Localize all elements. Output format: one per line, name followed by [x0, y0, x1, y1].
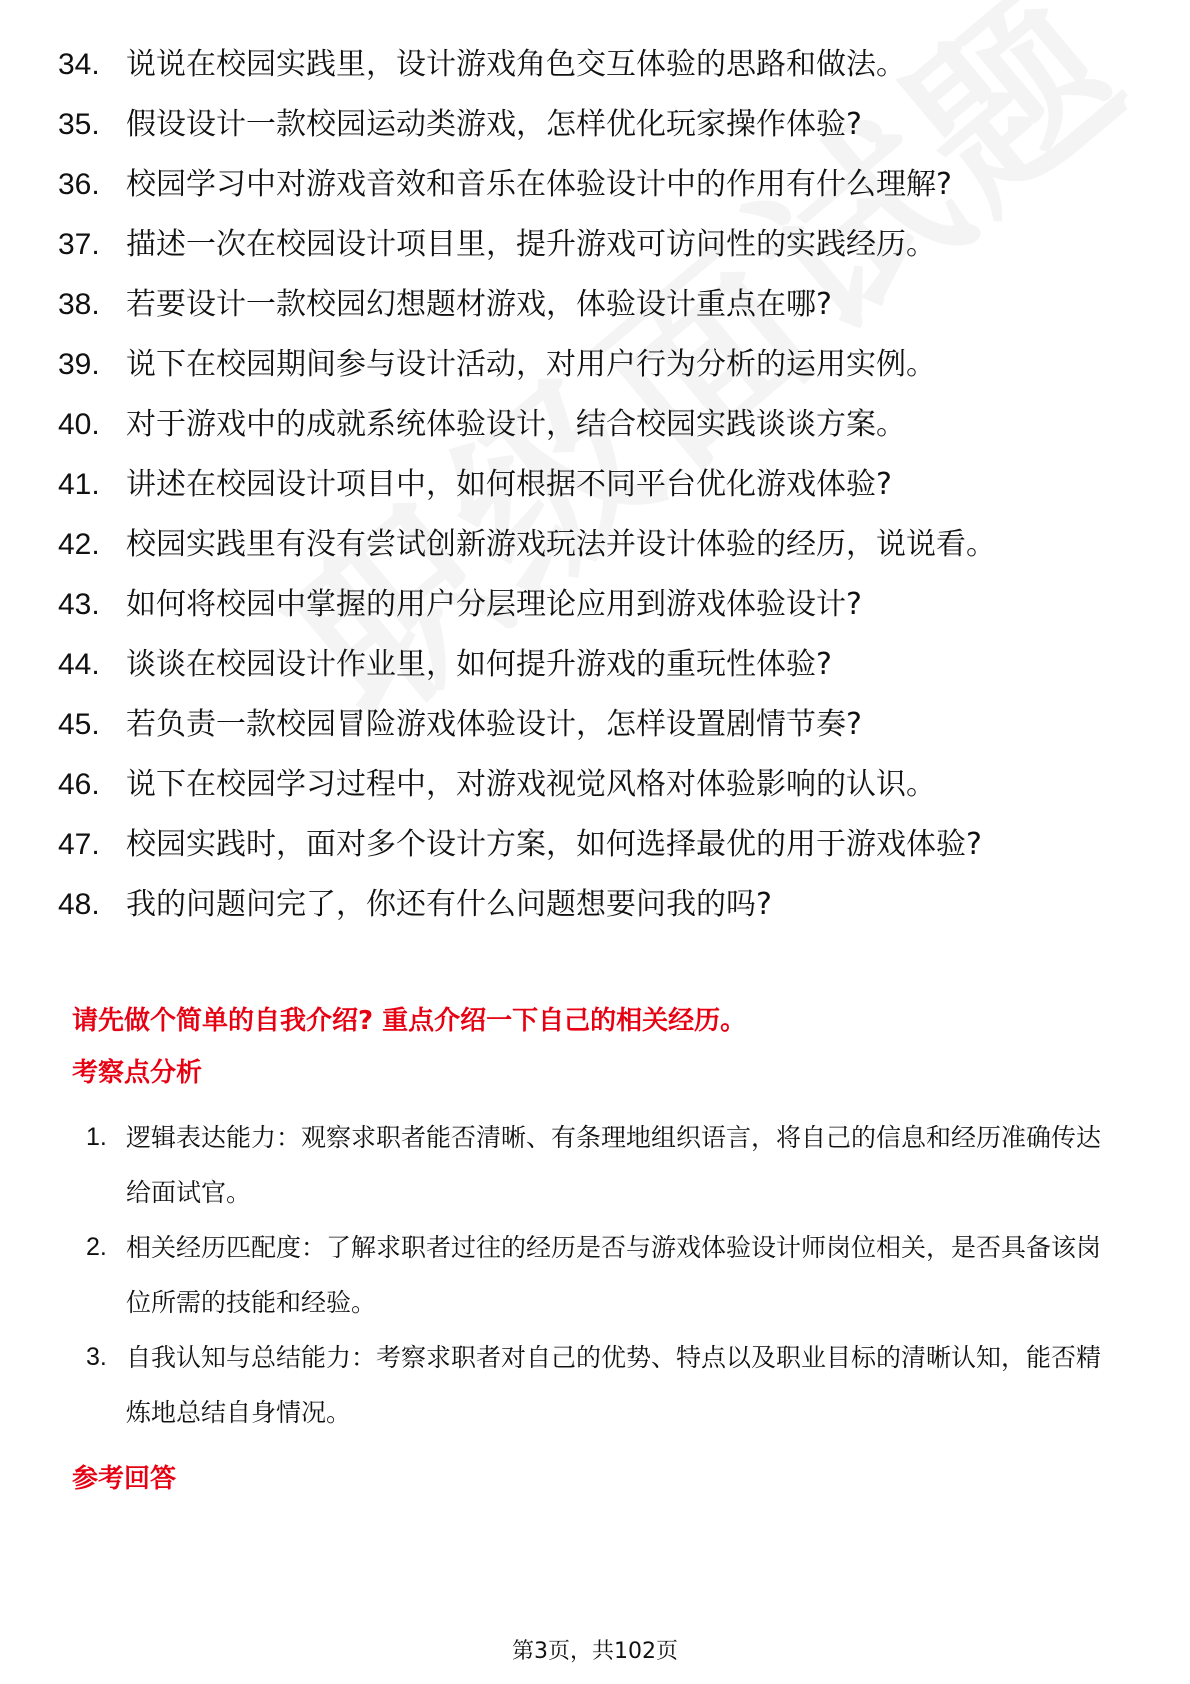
question-text: 若负责一款校园冒险游戏体验设计，怎样设置剧情节奏? — [126, 707, 862, 742]
question-number: 45. — [58, 708, 100, 741]
question-text: 如何将校园中掌握的用户分层理论应用到游戏体验设计? — [126, 587, 862, 622]
analysis-item — [86, 1110, 1116, 1220]
question-number: 37. — [58, 228, 100, 261]
question-number: 43. — [58, 588, 100, 621]
question-text: 校园实践时，面对多个设计方案，如何选择最优的用于游戏体验? — [126, 827, 982, 862]
question-item — [58, 224, 1118, 266]
analysis-heading: 考察点分析 — [72, 1058, 203, 1088]
question-item — [58, 164, 1118, 206]
answer-heading: 参考回答 — [72, 1464, 177, 1494]
question-number: 42. — [58, 528, 100, 561]
analysis-item — [86, 1330, 1116, 1440]
question-text: 说下在校园学习过程中，对游戏视觉风格对体验影响的认识。 — [126, 767, 936, 802]
question-number: 39. — [58, 348, 100, 381]
question-text: 我的问题问完了，你还有什么问题想要问我的吗? — [126, 887, 772, 922]
question-number: 44. — [58, 648, 100, 681]
question-item — [58, 284, 1118, 326]
analysis-number: 3. — [86, 1343, 107, 1371]
question-number: 47. — [58, 828, 100, 861]
question-number: 41. — [58, 468, 100, 501]
question-item — [58, 44, 1118, 86]
analysis-number: 2. — [86, 1233, 107, 1261]
question-item — [58, 104, 1118, 146]
analysis-number: 1. — [86, 1123, 107, 1151]
analysis-text: 逻辑表达能力：观察求职者能否清晰、有条理地组织语言，将自己的信息和经历准确传达给面试官。 — [126, 1123, 1102, 1207]
analysis-item — [86, 1220, 1116, 1330]
question-text: 说下在校园期间参与设计活动，对用户行为分析的运用实例。 — [126, 347, 936, 382]
question-number: 38. — [58, 288, 100, 321]
question-number: 48. — [58, 888, 100, 921]
question-text: 说说在校园实践里，设计游戏角色交互体验的思路和做法。 — [126, 47, 906, 82]
question-text: 校园学习中对游戏音效和音乐在体验设计中的作用有什么理解? — [126, 167, 952, 202]
question-number: 36. — [58, 168, 100, 201]
question-text: 若要设计一款校园幻想题材游戏，体验设计重点在哪? — [126, 287, 832, 322]
question-list — [58, 44, 1118, 944]
analysis-text: 自我认知与总结能力：考察求职者对自己的优势、特点以及职业目标的清晰认知，能否精炼地总结自身情况。 — [126, 1343, 1102, 1427]
page-number: 第3页，共102页 — [512, 1639, 678, 1664]
question-text: 描述一次在校园设计项目里，提升游戏可访问性的实践经历。 — [126, 227, 936, 262]
analysis-list — [86, 1110, 1116, 1440]
question-number: 34. — [58, 48, 100, 81]
question-text: 校园实践里有没有尝试创新游戏玩法并设计体验的经历，说说看。 — [126, 527, 996, 562]
question-item — [58, 524, 1118, 566]
question-number: 40. — [58, 408, 100, 441]
question-item — [58, 884, 1118, 926]
question-item — [58, 824, 1118, 866]
question-text: 讲述在校园设计项目中，如何根据不同平台优化游戏体验? — [126, 467, 892, 502]
question-text: 对于游戏中的成就系统体验设计，结合校园实践谈谈方案。 — [126, 407, 906, 442]
question-item — [58, 464, 1118, 506]
question-item — [58, 764, 1118, 806]
question-item — [58, 704, 1118, 746]
question-text: 谈谈在校园设计作业里，如何提升游戏的重玩性体验? — [126, 647, 832, 682]
analysis-text: 相关经历匹配度：了解求职者过往的经历是否与游戏体验设计师岗位相关，是否具备该岗位所需的技能和经验。 — [126, 1233, 1102, 1317]
question-item — [58, 584, 1118, 626]
question-number: 46. — [58, 768, 100, 801]
question-item — [58, 404, 1118, 446]
question-heading: 请先做个简单的自我介绍? 重点介绍一下自己的相关经历。 — [72, 1006, 747, 1036]
question-item — [58, 344, 1118, 386]
question-item — [58, 644, 1118, 686]
question-number: 35. — [58, 108, 100, 141]
question-text: 假设设计一款校园运动类游戏，怎样优化玩家操作体验? — [126, 107, 862, 142]
